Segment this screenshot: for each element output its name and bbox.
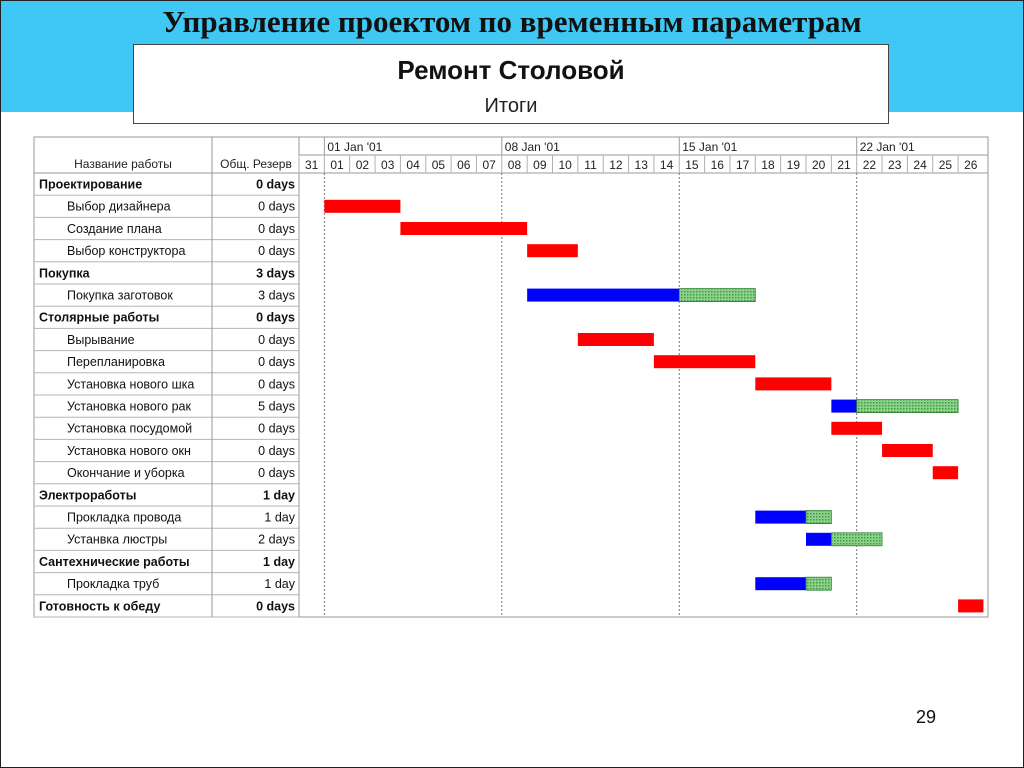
critical-bar	[755, 377, 831, 390]
task-name: Установка нового шка	[67, 377, 195, 392]
day-label: 26	[964, 158, 978, 172]
noncritical-bar	[755, 577, 806, 590]
day-label: 19	[786, 158, 801, 172]
task-reserve: 5 days	[258, 399, 295, 414]
day-label: 17	[735, 158, 750, 172]
summary-task-name: Покупка	[39, 266, 90, 281]
day-label: 03	[381, 158, 395, 172]
task-reserve: 0 days	[258, 355, 295, 370]
task-name: Создание плана	[67, 221, 162, 236]
task-reserve: 3 days	[256, 266, 295, 281]
day-label: 01	[330, 158, 344, 172]
task-reserve: 0 days	[258, 332, 295, 347]
slide-number: 29	[915, 707, 936, 727]
task-name: Вырывание	[67, 332, 135, 347]
task-reserve: 0 days	[256, 177, 295, 192]
critical-bar	[958, 599, 983, 612]
task-name: Покупка заготовок	[67, 288, 173, 303]
day-label: 07	[482, 158, 496, 172]
day-label: 21	[837, 158, 851, 172]
task-name: Окончание и уборка	[67, 466, 185, 481]
task-reserve: 0 days	[256, 310, 295, 325]
slack-bar	[857, 400, 958, 413]
day-label: 18	[761, 158, 775, 172]
task-name: Выбор конструктора	[67, 244, 186, 259]
column-header-name: Название работы	[74, 157, 172, 171]
task-name: Прокладка провода	[67, 510, 182, 525]
task-name: Прокладка труб	[67, 577, 160, 592]
summary-task-name: Столярные работы	[39, 310, 160, 325]
task-name: Выбор дизайнера	[67, 199, 171, 214]
week-label: 08 Jan '01	[504, 140, 560, 154]
day-label: 06	[457, 158, 471, 172]
day-label: 23	[888, 158, 902, 172]
summary-task-name: Сантехнические работы	[39, 554, 190, 569]
task-reserve: 0 days	[258, 199, 295, 214]
slack-bar	[831, 533, 882, 546]
task-name: Устанвка люстры	[67, 532, 168, 547]
summary-task-name: Готовность к обеду	[39, 599, 161, 614]
task-name: Установка нового окн	[67, 443, 191, 458]
critical-bar	[527, 244, 578, 257]
task-reserve: 3 days	[258, 288, 295, 303]
day-label: 13	[634, 158, 648, 172]
critical-bar	[882, 444, 933, 457]
day-label: 22	[862, 158, 877, 172]
slide-title: Управление проектом по временным параметрам	[162, 4, 862, 39]
slack-bar	[806, 577, 831, 590]
day-label: 20	[811, 158, 826, 172]
day-label: 09	[533, 158, 547, 172]
noncritical-bar	[831, 400, 856, 413]
week-label: 15 Jan '01	[682, 140, 738, 154]
task-name: Установка нового рак	[67, 399, 191, 414]
week-label: 22 Jan '01	[859, 140, 915, 154]
day-label: 02	[355, 158, 370, 172]
subtitle-summary: Итоги	[484, 95, 538, 117]
week-label: 01 Jan '01	[327, 140, 383, 154]
day-label: 24	[913, 158, 927, 172]
critical-bar	[933, 466, 958, 479]
summary-task-name: Электроработы	[39, 488, 137, 503]
subtitle: Ремонт Столовой	[397, 55, 625, 85]
day-label: 05	[431, 158, 446, 172]
task-reserve: 0 days	[258, 443, 295, 458]
task-name: Перепланировка	[67, 355, 165, 370]
critical-bar	[324, 200, 400, 213]
task-reserve: 0 days	[258, 244, 295, 259]
day-label: 14	[659, 158, 674, 172]
task-reserve: 0 days	[258, 421, 295, 436]
task-reserve: 0 days	[256, 599, 295, 614]
task-reserve: 0 days	[258, 221, 295, 236]
day-label: 12	[609, 158, 623, 172]
column-header-reserve: Общ. Резерв	[220, 157, 292, 171]
critical-bar	[654, 355, 755, 368]
day-label: 10	[558, 158, 572, 172]
noncritical-bar	[527, 289, 679, 302]
task-reserve: 1 day	[264, 577, 295, 592]
summary-task-name: Проектирование	[39, 177, 143, 192]
task-reserve: 1 day	[263, 488, 295, 503]
task-reserve: 0 days	[258, 377, 295, 392]
day-label: 16	[710, 158, 724, 172]
day-label: 04	[406, 158, 420, 172]
task-reserve: 1 day	[263, 554, 295, 569]
task-name: Установка посудомой	[67, 421, 193, 436]
critical-bar	[831, 422, 882, 435]
day-label: 08	[507, 158, 522, 172]
critical-bar	[400, 222, 527, 235]
slack-bar	[806, 511, 831, 524]
day-label: 11	[584, 158, 597, 172]
task-reserve: 1 day	[264, 510, 295, 525]
slack-bar	[679, 289, 755, 302]
day-label: 15	[685, 158, 699, 172]
noncritical-bar	[755, 511, 806, 524]
noncritical-bar	[806, 533, 831, 546]
critical-bar	[578, 333, 654, 346]
day-label: 31	[304, 158, 319, 172]
day-label: 25	[938, 158, 953, 172]
task-reserve: 0 days	[258, 466, 295, 481]
task-reserve: 2 days	[258, 532, 295, 547]
